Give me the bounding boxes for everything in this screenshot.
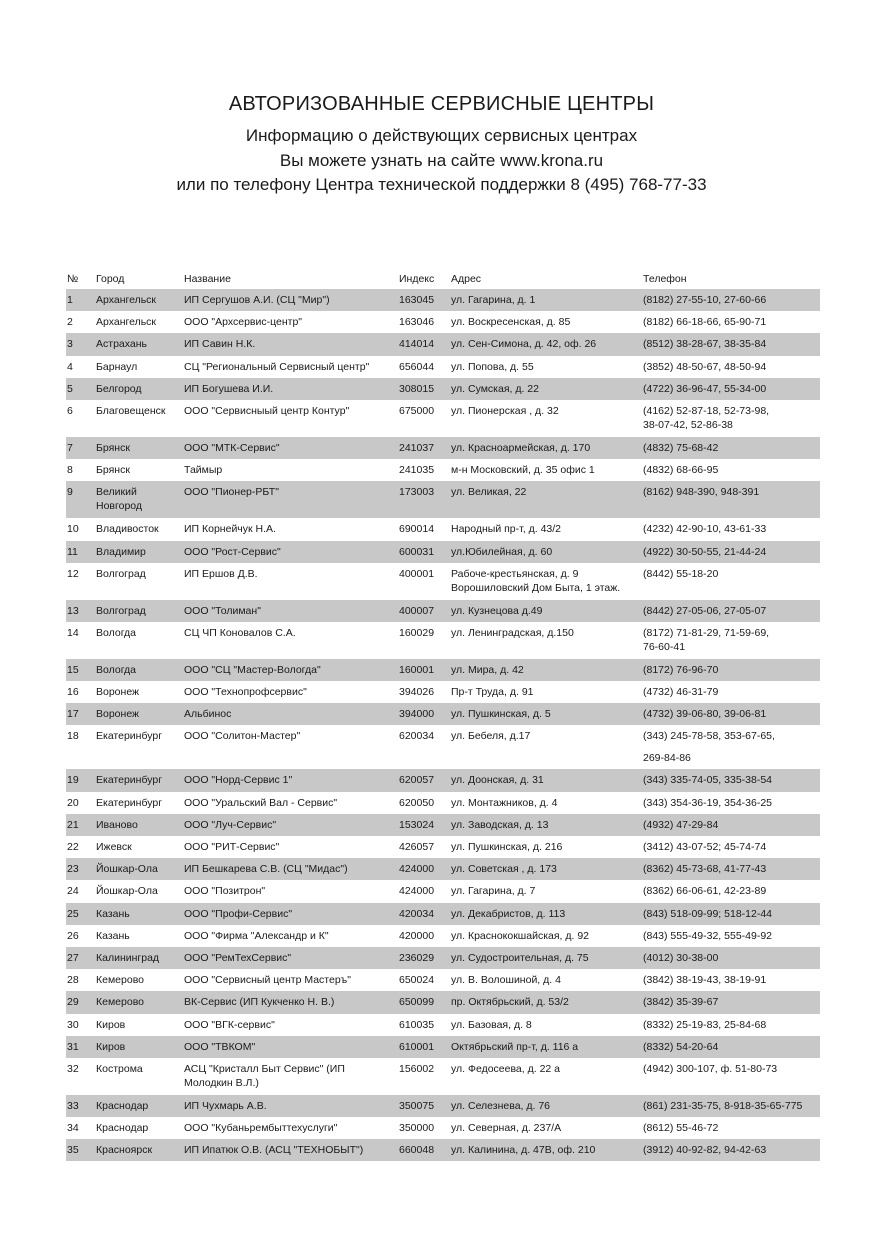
row-address-line-1: Рабоче-крестьянская, д. 9 xyxy=(451,567,579,580)
row-name: ООО "Норд-Сервис 1" xyxy=(184,774,293,787)
row-phone: (3852) 48-50-67, 48-50-94 xyxy=(643,360,767,373)
row-phone: (8182) 66-18-66, 65-90-71 xyxy=(643,316,767,329)
row-num: 9 xyxy=(67,486,73,499)
row-index: 660048 xyxy=(399,1144,435,1157)
row-phone: (861) 231-35-75, 8-918-35-65-775 xyxy=(643,1099,803,1112)
row-index: 308015 xyxy=(399,382,435,395)
row-index: 163045 xyxy=(399,294,435,306)
row-city: Воронеж xyxy=(96,686,140,699)
row-num: 7 xyxy=(67,441,73,454)
table-row xyxy=(66,378,820,400)
row-num: 3 xyxy=(67,338,73,351)
row-name: Альбинос xyxy=(184,708,232,721)
row-num: 15 xyxy=(67,663,79,676)
table-row xyxy=(66,600,820,622)
table-row xyxy=(66,792,820,814)
row-city-line-1: Великий xyxy=(96,486,137,499)
subtitle-line-1: Информацию о действующих сервисных центрах xyxy=(245,126,638,145)
row-address: Октябрьский пр-т, д. 116 а xyxy=(451,1040,579,1053)
row-num: 13 xyxy=(67,604,79,617)
row-city-line-2: Новгород xyxy=(96,500,143,513)
row-num: 29 xyxy=(67,996,79,1009)
row-index: 400001 xyxy=(399,567,435,580)
row-city xyxy=(96,485,142,513)
row-name: ООО "Технопрофсервис" xyxy=(184,686,307,699)
row-city: Киров xyxy=(96,1018,126,1031)
row-index: 620050 xyxy=(399,796,435,809)
row-phone: (8162) 948-390, 948-391 xyxy=(643,486,760,499)
row-name: ООО "Толиман" xyxy=(184,604,261,617)
column-header-index: Индекс xyxy=(399,273,435,285)
row-num: 14 xyxy=(67,626,79,639)
table-row xyxy=(66,333,820,355)
row-address: ул. Пионерская , д. 32 xyxy=(451,404,559,417)
column-header-address: Адрес xyxy=(451,273,482,285)
row-city: Киров xyxy=(96,1040,126,1053)
row-city: Благовещенск xyxy=(96,404,166,417)
row-address: ул. Гагарина, д. 7 xyxy=(451,885,536,898)
table-row xyxy=(66,1058,820,1095)
row-index: 160001 xyxy=(399,663,435,676)
row-name: ООО "Луч-Сервис" xyxy=(184,818,277,831)
row-address: ул. Калинина, д. 47В, оф. 210 xyxy=(451,1144,596,1157)
table-row xyxy=(66,991,820,1013)
row-name: ВК-Сервис (ИП Кукченко Н. В.) xyxy=(184,996,335,1009)
row-city: Брянск xyxy=(96,464,130,477)
row-phone: (4832) 75-68-42 xyxy=(643,441,719,454)
table-row xyxy=(66,437,820,459)
row-name: ООО "Кубаньрембыттехуслуги" xyxy=(184,1122,338,1135)
row-address: Пр-т Труда, д. 91 xyxy=(451,686,534,699)
row-index: 394026 xyxy=(399,686,435,699)
row-phone-line-1: (8172) 71-81-29, 71-59-69, xyxy=(643,626,770,639)
row-num: 24 xyxy=(67,885,79,898)
row-phone: (8362) 66-06-61, 42-23-89 xyxy=(643,885,767,898)
row-index: 153024 xyxy=(399,818,435,831)
row-phone: (8172) 76-96-70 xyxy=(643,663,719,676)
table-row xyxy=(66,356,820,378)
row-phone: (4922) 30-50-55, 21-44-24 xyxy=(643,545,767,558)
row-name: ИП Сергушов А.И. (СЦ "Мир") xyxy=(184,294,330,306)
row-index: 400007 xyxy=(399,604,435,617)
table-row xyxy=(66,1095,820,1117)
row-index: 426057 xyxy=(399,841,435,853)
row-num: 16 xyxy=(67,686,79,699)
row-phone: (8332) 54-20-64 xyxy=(643,1040,719,1053)
row-name: ООО "РИТ-Сервис" xyxy=(184,841,280,853)
row-address: м-н Московский, д. 35 офис 1 xyxy=(451,464,595,477)
row-phone: (4732) 39-06-80, 39-06-81 xyxy=(643,708,767,721)
page-title: АВТОРИЗОВАННЫЕ СЕРВИСНЫЕ ЦЕНТРЫ xyxy=(228,93,655,115)
row-city: Кострома xyxy=(96,1062,143,1075)
row-address: ул. Великая, 22 xyxy=(451,486,527,499)
table-header-row xyxy=(66,267,820,289)
row-address: ул. Заводская, д. 13 xyxy=(451,818,549,831)
row-phone: (4942) 300-107, ф. 51-80-73 xyxy=(643,1062,778,1075)
row-name: ООО "СЦ "Мастер-Вологда" xyxy=(184,663,321,676)
table-row xyxy=(66,1036,820,1058)
row-index: 620057 xyxy=(399,774,435,787)
row-index: 600031 xyxy=(399,545,435,558)
row-num: 8 xyxy=(67,464,73,477)
row-city: Волгоград xyxy=(96,604,146,617)
row-num: 20 xyxy=(67,796,79,809)
table-row xyxy=(66,311,820,333)
row-city: Архангельск xyxy=(96,294,157,306)
row-address: ул. В. Волошиной, д. 4 xyxy=(451,974,561,987)
row-phone: (3412) 43-07-52; 45-74-74 xyxy=(643,841,767,853)
row-address: ул. Северная, д. 237/А xyxy=(451,1122,562,1135)
row-address-line-2: Ворошиловский Дом Быта, 1 этаж. xyxy=(451,581,621,594)
row-phone: (4722) 36-96-47, 55-34-00 xyxy=(643,382,767,395)
row-city: Владимир xyxy=(96,545,146,558)
row-name: ИП Богушева И.И. xyxy=(184,382,274,395)
row-name: ООО "Сервисный центр Мастеръ" xyxy=(184,974,351,987)
row-num: 33 xyxy=(67,1099,79,1112)
row-index: 690014 xyxy=(399,523,435,536)
row-address: ул. Базовая, д. 8 xyxy=(451,1018,532,1031)
row-address: ул. Пушкинская, д. 216 xyxy=(451,841,563,853)
row-address: ул. Доонская, д. 31 xyxy=(451,774,544,787)
row-index: 394000 xyxy=(399,708,435,721)
row-num: 19 xyxy=(67,774,79,787)
row-city: Воронеж xyxy=(96,708,140,721)
row-city: Иваново xyxy=(96,818,138,831)
row-phone: (8612) 55-46-72 xyxy=(643,1122,719,1135)
row-index: 241035 xyxy=(399,464,435,477)
row-name: ИП Савин Н.К. xyxy=(184,338,256,351)
row-city: Кемерово xyxy=(96,974,144,987)
row-index: 610001 xyxy=(399,1040,435,1053)
row-num: 17 xyxy=(67,708,79,721)
table-row xyxy=(66,459,820,481)
row-address: ул. Мира, д. 42 xyxy=(451,663,524,676)
row-address: ул. Сумская, д. 22 xyxy=(451,382,539,395)
row-name: ООО "Архсервис-центр" xyxy=(184,316,303,329)
row-city: Кемерово xyxy=(96,996,144,1009)
row-num: 5 xyxy=(67,382,73,395)
row-name: ООО "РемТехСервис" xyxy=(184,951,292,964)
row-index: 424000 xyxy=(399,885,435,898)
row-phone-line-1: (343) 245-78-58, 353-67-65, xyxy=(643,730,775,743)
row-num: 30 xyxy=(67,1018,79,1031)
row-num: 22 xyxy=(67,841,79,853)
table-row xyxy=(66,541,820,563)
table-row xyxy=(66,725,820,769)
table-row xyxy=(66,814,820,836)
row-address: ул. Декабристов, д. 113 xyxy=(451,907,566,920)
row-name: ООО "Рост-Сервис" xyxy=(184,545,281,558)
row-name: ООО "ТВКОМ" xyxy=(184,1040,256,1053)
row-name xyxy=(184,1062,345,1090)
row-name: ООО "Фирма "Александр и К" xyxy=(184,929,329,942)
row-num: 21 xyxy=(67,818,79,831)
row-num: 6 xyxy=(67,404,73,417)
column-header-phone: Телефон xyxy=(643,273,687,285)
row-phone: (4012) 30-38-00 xyxy=(643,951,719,964)
row-city: Йошкар-Ола xyxy=(96,885,158,898)
row-num: 26 xyxy=(67,929,79,942)
row-name: ООО "ВГК-сервис" xyxy=(184,1018,275,1031)
row-name: ООО "Сервисныый центр Контур" xyxy=(184,404,350,417)
document-header xyxy=(0,88,873,198)
row-index: 163046 xyxy=(399,316,435,329)
row-address: ул. Судостроительная, д. 75 xyxy=(451,951,589,964)
row-phone: (843) 555-49-32, 555-49-92 xyxy=(643,929,773,942)
row-num: 34 xyxy=(67,1122,79,1135)
row-num: 2 xyxy=(67,316,73,329)
row-num: 23 xyxy=(67,863,79,876)
table-row xyxy=(66,947,820,969)
table-row xyxy=(66,518,820,540)
row-city: Екатеринбург xyxy=(96,774,163,787)
table-row xyxy=(66,1014,820,1036)
row-phone-line-2: 269-84-86 xyxy=(643,752,691,765)
row-city: Екатеринбург xyxy=(96,796,163,809)
row-index: 650099 xyxy=(399,996,435,1009)
row-phone: (4832) 68-66-95 xyxy=(643,464,719,477)
row-index: 650024 xyxy=(399,974,435,987)
row-index: 350000 xyxy=(399,1122,435,1135)
row-num: 31 xyxy=(67,1040,79,1053)
row-phone: (8442) 27-05-06, 27-05-07 xyxy=(643,604,767,617)
table-row xyxy=(66,836,820,858)
row-address xyxy=(451,567,620,595)
row-city: Вологда xyxy=(96,626,137,639)
row-address: ул. Советская , д. 173 xyxy=(451,863,557,876)
row-address: ул. Федосеева, д. 22 а xyxy=(451,1062,560,1075)
row-index: 656044 xyxy=(399,360,435,373)
row-city: Брянск xyxy=(96,441,130,454)
service-centers-table xyxy=(66,267,820,1161)
row-phone: (8362) 45-73-68, 41-77-43 xyxy=(643,863,767,876)
row-name: ИП Ершов Д.В. xyxy=(184,567,258,580)
table-row xyxy=(66,659,820,681)
row-address: ул. Попова, д. 55 xyxy=(451,360,534,373)
row-city: Архангельск xyxy=(96,316,157,329)
row-index: 620034 xyxy=(399,730,435,743)
table-row xyxy=(66,622,820,659)
row-name: ИП Ипатюк О.В. (АСЦ "ТЕХНОБЫТ") xyxy=(184,1144,364,1157)
table-row xyxy=(66,400,820,437)
row-phone: (843) 518-09-99; 518-12-44 xyxy=(643,907,773,920)
row-city: Астрахань xyxy=(96,338,147,351)
column-header-num: № xyxy=(67,273,79,285)
row-name-line-2: Молодкин В.Л.) xyxy=(184,1076,259,1089)
row-address: ул. Селезнева, д. 76 xyxy=(451,1099,551,1112)
row-num: 10 xyxy=(67,523,79,536)
row-num: 25 xyxy=(67,907,79,920)
row-address: Народный пр-т, д. 43/2 xyxy=(451,523,562,536)
row-num: 32 xyxy=(67,1062,79,1075)
row-address: ул. Пушкинская, д. 5 xyxy=(451,708,551,721)
row-index: 156002 xyxy=(399,1062,435,1075)
row-city: Казань xyxy=(96,907,130,920)
table-row xyxy=(66,858,820,880)
table-body xyxy=(66,289,820,1161)
row-phone: (8332) 25-19-83, 25-84-68 xyxy=(643,1018,767,1031)
table-row xyxy=(66,969,820,991)
row-num: 28 xyxy=(67,974,79,987)
row-address: ул. Ленинградская, д.150 xyxy=(451,626,574,639)
row-phone: (3912) 40-92-82, 94-42-63 xyxy=(643,1144,767,1157)
row-city: Казань xyxy=(96,929,130,942)
row-index: 173003 xyxy=(399,486,435,499)
row-name: ООО "Профи-Сервис" xyxy=(184,907,293,920)
table-row xyxy=(66,1139,820,1161)
row-city: Волгоград xyxy=(96,567,146,580)
row-index: 236029 xyxy=(399,951,435,964)
column-header-name: Название xyxy=(184,273,231,285)
row-city: Вологда xyxy=(96,663,137,676)
row-phone: (8512) 38-28-67, 38-35-84 xyxy=(643,338,767,351)
table-row xyxy=(66,563,820,600)
row-address: пр. Октябрьский, д. 53/2 xyxy=(451,996,569,1009)
row-address: ул. Кузнецова д.49 xyxy=(451,604,543,617)
row-name: ИП Чухмарь А.В. xyxy=(184,1099,267,1112)
row-name: ООО "Уральский Вал - Сервис" xyxy=(184,796,338,809)
table-row xyxy=(66,481,820,518)
row-index: 420034 xyxy=(399,907,435,920)
table-row xyxy=(66,925,820,947)
row-phone-line-1: (4162) 52-87-18, 52-73-98, xyxy=(643,404,770,417)
row-index: 420000 xyxy=(399,929,435,942)
row-address: ул. Монтажников, д. 4 xyxy=(451,796,558,809)
row-num: 18 xyxy=(67,730,79,743)
row-name: Таймыр xyxy=(184,464,223,477)
row-city: Барнаул xyxy=(96,360,138,373)
row-phone: (3842) 38-19-43, 38-19-91 xyxy=(643,974,767,987)
table-row xyxy=(66,1117,820,1139)
row-city: Краснодар xyxy=(96,1099,149,1112)
row-num: 4 xyxy=(67,360,73,373)
row-name: ООО "Пионер-РБТ" xyxy=(184,486,279,499)
row-index: 675000 xyxy=(399,404,435,417)
row-name: ООО "Позитрон" xyxy=(184,885,266,898)
row-num: 12 xyxy=(67,567,79,580)
row-num: 27 xyxy=(67,951,79,964)
row-phone: (343) 354-36-19, 354-36-25 xyxy=(643,796,773,809)
table-row xyxy=(66,289,820,311)
table-row xyxy=(66,903,820,925)
row-phone: (4232) 42-90-10, 43-61-33 xyxy=(643,523,767,536)
row-address: ул. Краснококшайская, д. 92 xyxy=(451,929,590,942)
row-city: Ижевск xyxy=(96,841,132,853)
row-name: ИП Корнейчук Н.А. xyxy=(184,523,276,536)
table-row xyxy=(66,769,820,791)
row-index: 160029 xyxy=(399,626,435,639)
row-index: 414014 xyxy=(399,338,435,351)
row-num: 1 xyxy=(67,294,73,306)
row-phone: (3842) 35-39-67 xyxy=(643,996,719,1009)
column-header-city: Город xyxy=(96,273,125,285)
row-phone xyxy=(643,404,769,432)
row-name: СЦ ЧП Коновалов С.А. xyxy=(184,626,296,639)
table-row xyxy=(66,681,820,703)
row-phone: (343) 335-74-05, 335-38-54 xyxy=(643,774,773,787)
row-phone: (8442) 55-18-20 xyxy=(643,567,719,580)
row-address: ул. Бебеля, д.17 xyxy=(451,730,531,743)
row-city: Владивосток xyxy=(96,523,159,536)
row-phone: (8182) 27-55-10, 27-60-66 xyxy=(643,294,767,306)
table-row xyxy=(66,880,820,902)
row-address: ул. Красноармейская, д. 170 xyxy=(451,441,591,454)
row-phone-line-2: 76-60-41 xyxy=(643,640,686,653)
row-city: Калининград xyxy=(96,951,160,964)
row-city: Белгород xyxy=(96,382,142,395)
row-city: Красноярск xyxy=(96,1144,153,1157)
row-num: 35 xyxy=(67,1144,79,1157)
row-name-line-1: АСЦ "Кристалл Быт Сервис" (ИП xyxy=(184,1062,345,1075)
row-phone-line-2: 38-07-42, 52-86-38 xyxy=(643,418,733,431)
row-name: ООО "Солитон-Мастер" xyxy=(184,730,301,743)
row-city: Краснодар xyxy=(96,1122,149,1135)
row-name: СЦ "Региональный Сервисный центр" xyxy=(184,360,370,373)
row-name: ИП Бешкарева С.В. (СЦ "Мидас") xyxy=(184,863,348,876)
row-index: 350075 xyxy=(399,1099,435,1112)
row-phone xyxy=(643,729,775,765)
row-phone: (4732) 46-31-79 xyxy=(643,686,719,699)
row-phone xyxy=(643,626,769,654)
subtitle-line-2: Вы можете узнать на сайте www.krona.ru xyxy=(279,150,604,170)
row-city: Екатеринбург xyxy=(96,730,163,743)
row-phone: (4932) 47-29-84 xyxy=(643,818,719,831)
row-index: 241037 xyxy=(399,441,435,454)
table-row xyxy=(66,703,820,725)
row-num: 11 xyxy=(67,545,78,558)
row-address: ул. Гагарина, д. 1 xyxy=(451,294,536,306)
row-name: ООО "МТК-Сервис" xyxy=(184,441,280,454)
row-index: 610035 xyxy=(399,1018,435,1031)
subtitle-line-3: или по телефону Центра технической поддержки 8 (495) 768-77-33 xyxy=(176,175,707,194)
row-address: ул.Юбилейная, д. 60 xyxy=(451,545,553,558)
row-address: ул. Воскресенская, д. 85 xyxy=(451,316,571,329)
row-address: ул. Сен-Симона, д. 42, оф. 26 xyxy=(451,338,597,351)
row-city: Йошкар-Ола xyxy=(96,863,158,876)
row-index: 424000 xyxy=(399,863,435,876)
